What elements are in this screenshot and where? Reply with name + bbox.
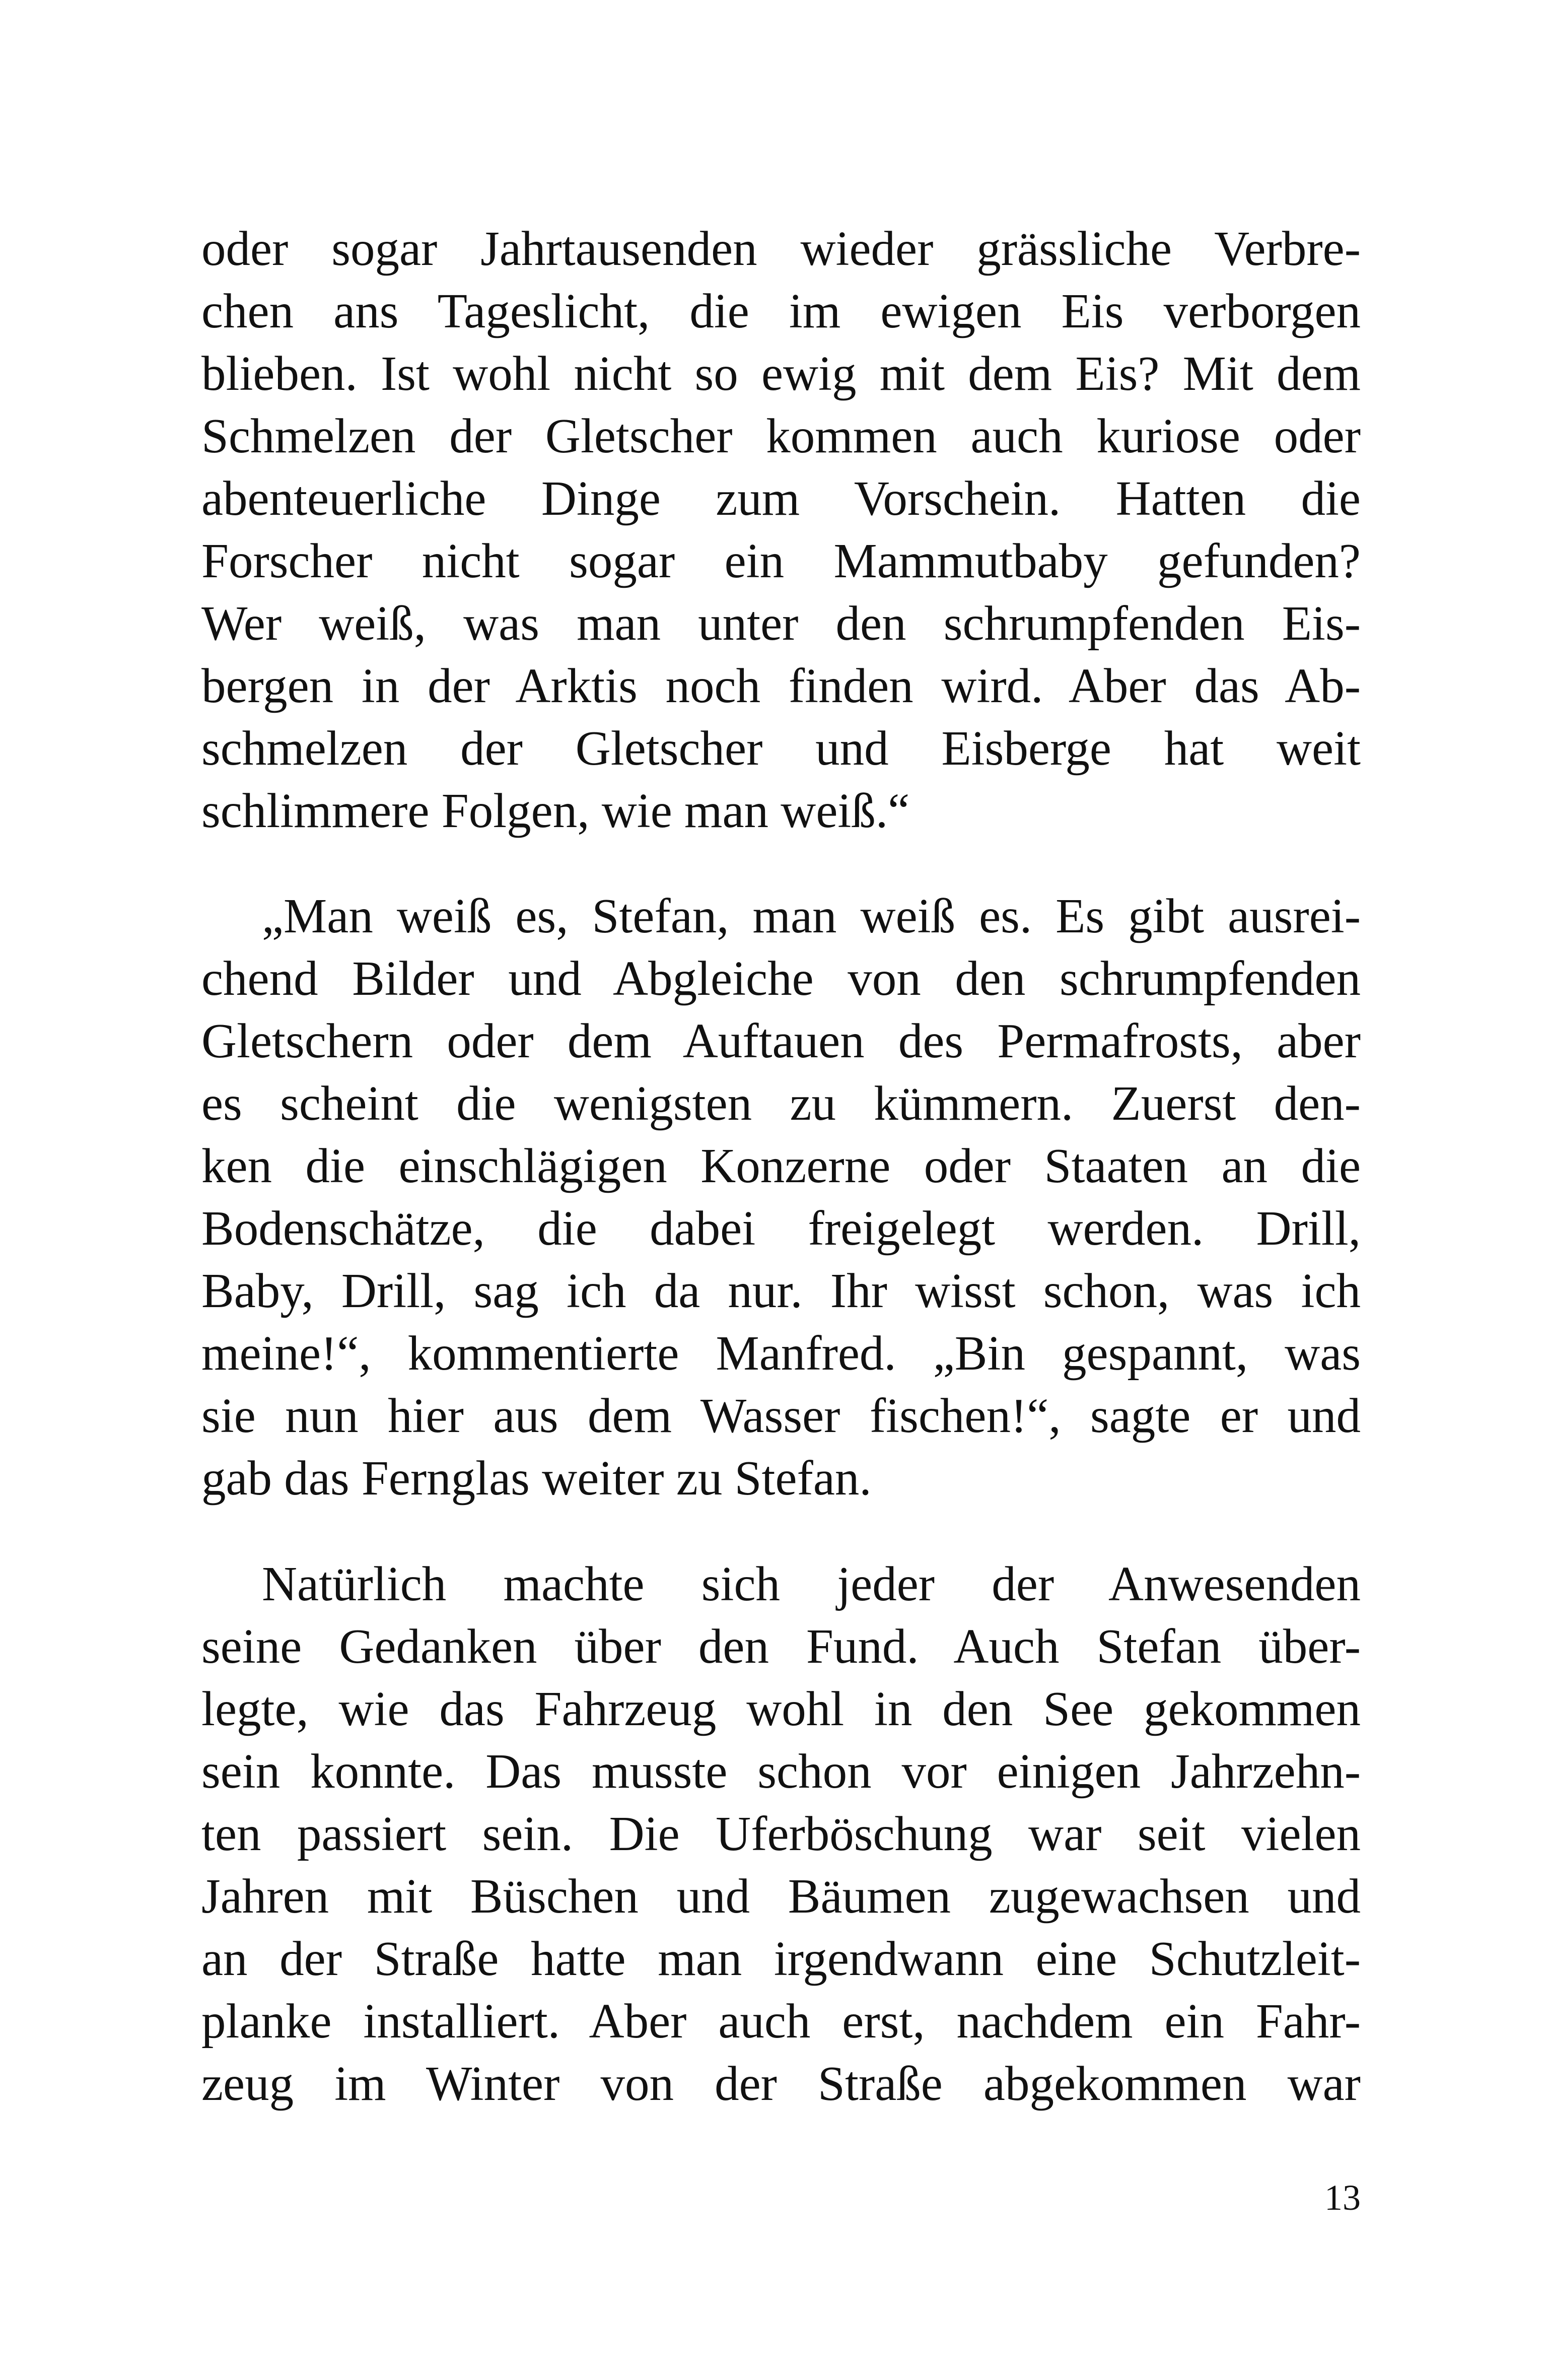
- text-line: oder sogar Jahrtausenden wieder grässliche Verbre-: [201, 222, 1361, 276]
- text-line: abenteuerliche Dinge zum Vorschein. Hatten die: [201, 471, 1361, 525]
- text-line: legte, wie das Fahrzeug wohl in den See gekommen: [201, 1682, 1361, 1736]
- text-line: gab das Fernglas weiter zu Stefan.: [201, 1451, 872, 1505]
- text-line: planke installiert. Aber auch erst, nachdem ein Fahr-: [201, 1994, 1361, 2048]
- text-line: ken die einschlägigen Konzerne oder Staaten an die: [201, 1139, 1361, 1193]
- text-line: „Man weiß es, Stefan, man weiß es. Es gibt ausrei-: [262, 889, 1361, 943]
- text-line: Schmelzen der Gletscher kommen auch kuriose oder: [201, 409, 1361, 463]
- text-line: seine Gedanken über den Fund. Auch Stefan über-: [201, 1619, 1361, 1673]
- text-line: schlimmere Folgen, wie man weiß.“: [201, 784, 910, 838]
- text-line: an der Straße hatte man irgendwann eine Schutzleit-: [201, 1932, 1361, 1986]
- text-line: es scheint die wenigsten zu kümmern. Zuerst den-: [201, 1076, 1361, 1130]
- text-line: ten passiert sein. Die Uferböschung war seit vielen: [201, 1807, 1361, 1861]
- text-line: bergen in der Arktis noch finden wird. Aber das Ab-: [201, 659, 1361, 713]
- text-line: Jahren mit Büschen und Bäumen zugewachsen und: [201, 1869, 1361, 1923]
- text-line: zeug im Winter von der Straße abgekommen war: [201, 2057, 1361, 2111]
- text-line: schmelzen der Gletscher und Eisberge hat weit: [201, 721, 1361, 775]
- text-line: Forscher nicht sogar ein Mammutbaby gefunden?: [201, 534, 1361, 588]
- text-line: blieben. Ist wohl nicht so ewig mit dem Eis? Mit dem: [201, 347, 1361, 400]
- paragraph-1: [201, 218, 1361, 842]
- text-line: chen ans Tageslicht, die im ewigen Eis verborgen: [201, 284, 1361, 338]
- paragraph-3: [201, 1553, 1361, 2121]
- text-line: Bodenschätze, die dabei freigelegt werden. Drill,: [201, 1201, 1361, 1255]
- page-number: 13: [1324, 2178, 1361, 2218]
- text-line: sie nun hier aus dem Wasser fischen!“, sagte er und: [201, 1389, 1361, 1443]
- text-line: Natürlich machte sich jeder der Anwesenden: [262, 1557, 1361, 1611]
- body-text: [201, 218, 1361, 2121]
- paragraph-2: [201, 885, 1361, 1510]
- text-line: Baby, Drill, sag ich da nur. Ihr wisst schon, was ich: [201, 1264, 1361, 1318]
- text-line: Gletschern oder dem Auftauen des Permafrosts, aber: [201, 1014, 1361, 1068]
- text-line: meine!“, kommentierte Manfred. „Bin gespannt, was: [201, 1326, 1361, 1380]
- text-line: Wer weiß, was man unter den schrumpfenden Eis-: [201, 596, 1361, 650]
- text-line: sein konnte. Das musste schon vor einigen Jahrzehn-: [201, 1744, 1361, 1798]
- text-line: chend Bilder und Abgleiche von den schrumpfenden: [201, 951, 1361, 1005]
